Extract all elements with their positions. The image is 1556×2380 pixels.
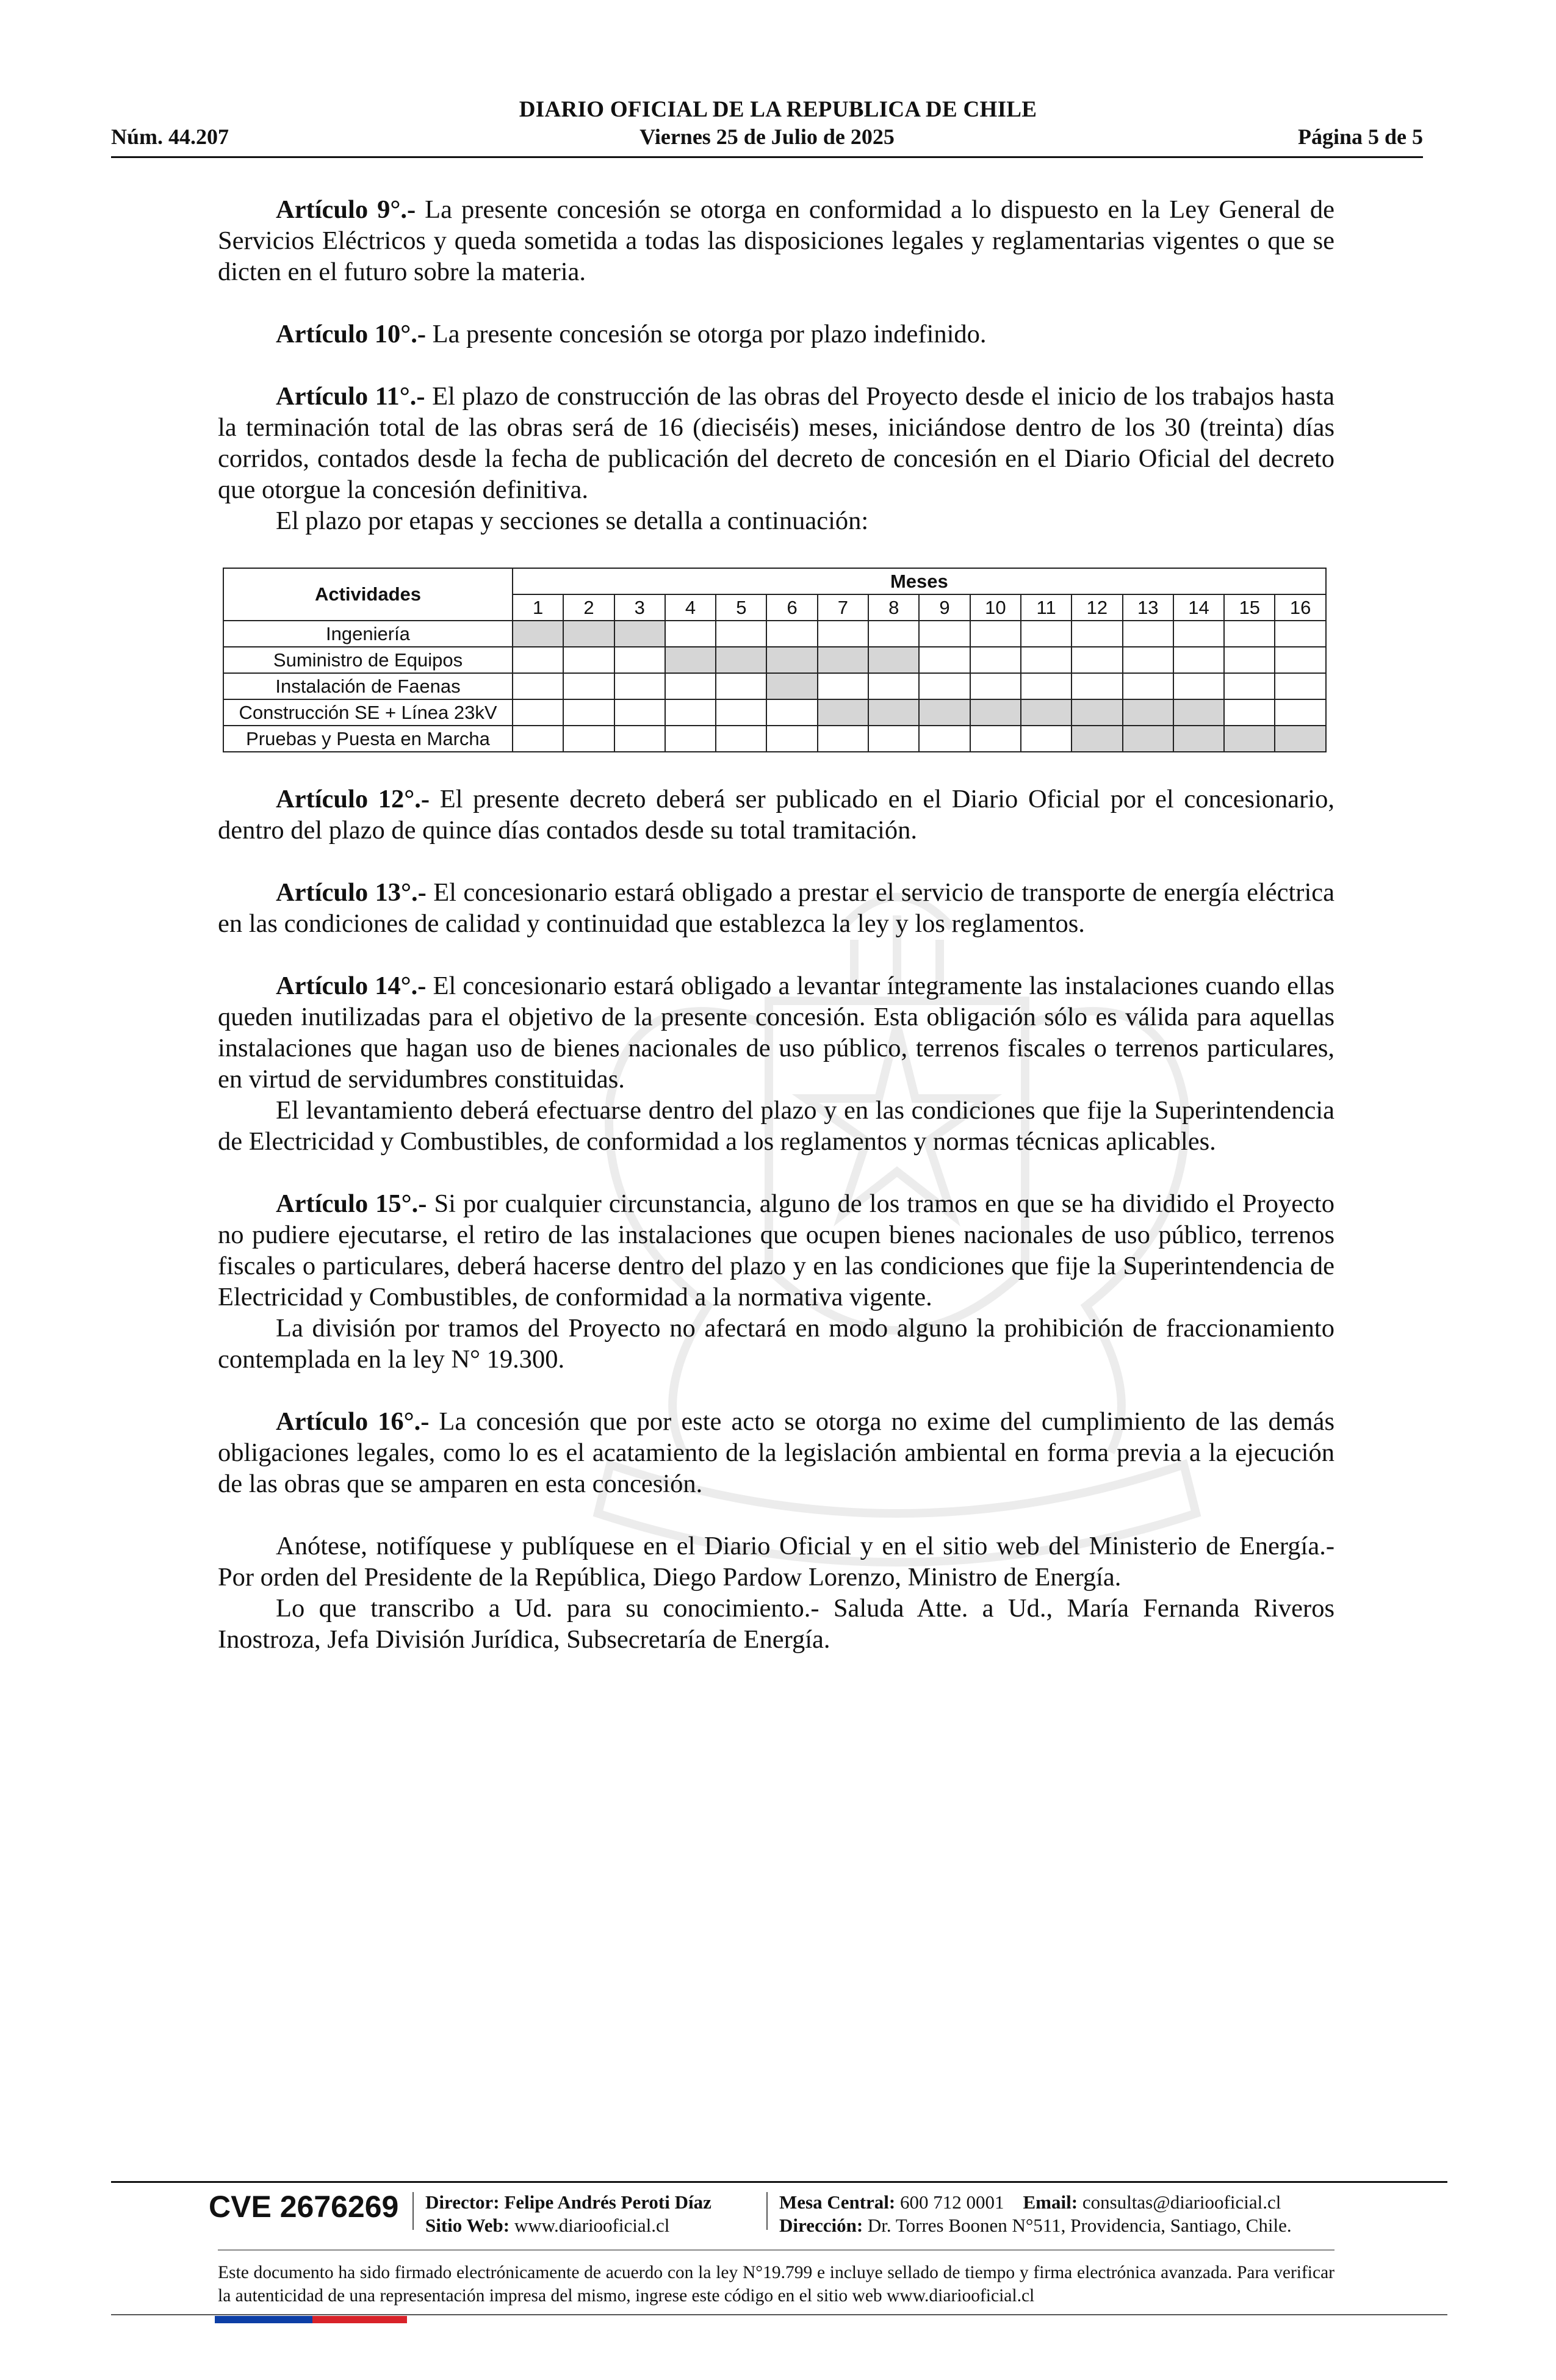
month-header-cell: 6 [766,594,817,621]
schedule-cell-active [1072,726,1122,752]
month-header-cell: 8 [868,594,919,621]
month-header-cell: 16 [1275,594,1325,621]
article-12-label: Artículo 12°.- [276,785,430,813]
month-header-cell: 13 [1123,594,1173,621]
schedule-cell [1224,673,1275,699]
month-header-cell: 2 [563,594,614,621]
mesa-central-phone: 600 712 0001 [900,2191,1004,2213]
footer-divider-top [111,2181,1447,2183]
schedule-cell [1275,673,1325,699]
schedule-cell [919,726,970,752]
article-15-label: Artículo 15°.- [276,1189,427,1218]
footer-separator [766,2192,768,2230]
schedule-cell [513,699,563,726]
article-9-label: Artículo 9°.- [276,195,416,224]
schedule-cell [970,647,1021,673]
activity-label: Instalación de Faenas [223,673,513,699]
website-label: Sitio Web: [425,2215,510,2236]
document-body [218,194,1334,1655]
schedule-cell [1021,726,1072,752]
schedule-cell [766,621,817,647]
activity-label: Pruebas y Puesta en Marcha [223,726,513,752]
schedule-cell [716,621,766,647]
schedule-cell [614,699,665,726]
flag-stripe-red [312,2316,407,2323]
schedule-cell [513,726,563,752]
schedule-cell-active [513,621,563,647]
article-13-text: El concesionario estará obligado a prestar el servicio de transporte de energía eléctrica en las condiciones de calidad y continuidad que establezca la ley y los reglamentos. [218,878,1334,938]
schedule-row [223,621,1326,647]
schedule-cell [665,726,716,752]
schedule-cell [563,647,614,673]
closing-paragraph: Anótese, notifíquese y publíquese en el Diario Oficial y en el sitio web del Ministerio de Energía.- Por orden del Presidente de la República, Diego Pardow Lorenzo, Ministro de Energía. [218,1532,1334,1592]
schedule-cell [1173,647,1224,673]
article-14-paragraph-2: El levantamiento deberá efectuarse dentro del plazo y en las condiciones que fije la Superintendencia de Electricidad y Combustibles, de conformidad a los reglamentos y normas técnicas aplicables. [218,1096,1334,1156]
schedule-row [223,726,1326,752]
schedule-cell [1275,647,1325,673]
month-header-cell: 10 [970,594,1021,621]
schedule-cell [970,726,1021,752]
schedule-cell [716,699,766,726]
month-header-cell: 15 [1224,594,1275,621]
schedule-cell [1123,673,1173,699]
schedule-cell [868,673,919,699]
activity-label: Ingeniería [223,621,513,647]
schedule-cell [766,726,817,752]
address-label: Dirección: [779,2215,863,2236]
mesa-central-label: Mesa Central: [779,2191,896,2213]
schedule-cell [665,621,716,647]
footer-divider-bottom [111,2314,1447,2315]
schedule-cell [868,621,919,647]
schedule-row [223,647,1326,673]
article-12-text: El presente decreto deberá ser publicado en el Diario Oficial por el concesionario, dentro del plazo de quince días contados desde su total tramitación. [218,785,1334,845]
article-15-text: Si por cualquier circunstancia, alguno de los tramos en que se ha dividido el Proyecto no pudiere ejecutarse, el retiro de las instalaciones que ocupen bienes nacionales de uso público, terrenos fiscales o particulares, deberá hacerse dentro del plazo y en las condiciones que fije la Superintendencia de Electricidad y Combustibles, de conformidad a la normativa vigente. [218,1189,1334,1311]
article-12 [218,784,1334,846]
schedule-row [223,699,1326,726]
schedule-cell [1072,673,1122,699]
schedule-cell [1021,621,1072,647]
article-14-text: El concesionario estará obligado a levantar íntegramente las instalaciones cuando ellas queden inutilizadas para el objetivo de la presente concesión. Esta obligación sólo es válida para aquellas instalaciones que hagan uso de bienes nacionales de uso público, terrenos fiscales o terrenos particulares, en virtud de servidumbres constituidas. [218,972,1334,1094]
schedule-cell [818,673,868,699]
director-name: Felipe Andrés Peroti Díaz [504,2191,711,2213]
schedule-cell [1173,621,1224,647]
schedule-cell-active [970,699,1021,726]
schedule-cell [1021,673,1072,699]
schedule-cell [513,647,563,673]
schedule-cell [614,726,665,752]
article-13 [218,877,1334,939]
address-value: Dr. Torres Boonen N°511, Providencia, Santiago, Chile. [867,2215,1292,2236]
schedule-cell-active [614,621,665,647]
month-header-cell: 1 [513,594,563,621]
month-header-cell: 7 [818,594,868,621]
footer-director-block [425,2191,711,2237]
newspaper-title: DIARIO OFICIAL DE LA REPUBLICA DE CHILE [519,97,1037,122]
article-10 [218,319,1334,350]
schedule-cell [665,699,716,726]
schedule-cell-active [919,699,970,726]
schedule-cell [1123,647,1173,673]
months-header: Meses [513,568,1326,594]
schedule-cell-active [868,699,919,726]
cve-code: CVE 2676269 [209,2190,399,2224]
article-11 [218,381,1334,505]
email-label: Email: [1023,2191,1078,2213]
month-header-cell: 5 [716,594,766,621]
schedule-cell-active [665,647,716,673]
schedule-cell [970,673,1021,699]
article-11-paragraph-2: El plazo por etapas y secciones se detalla a continuación: [276,507,869,535]
schedule-cell-active [766,673,817,699]
month-header-cell: 9 [919,594,970,621]
schedule-cell [563,726,614,752]
article-14-label: Artículo 14°.- [276,972,427,1000]
schedule-header-row [223,568,1326,594]
activities-header: Actividades [223,568,513,621]
article-16 [218,1406,1334,1499]
article-14 [218,970,1334,1095]
article-16-text: La concesión que por este acto se otorga no exime del cumplimiento de las demás obligaciones legales, como lo es el acatamiento de la legislación ambiental en forma previa a la ejecución de las obras que se amparen en esta concesión. [218,1407,1334,1498]
footer-divider-middle [218,2249,1334,2251]
article-9-text: La presente concesión se otorga en conformidad a lo dispuesto en la Ley General de Servicios Eléctricos y queda sometida a todas las disposiciones legales y reglamentarias vigentes o que se dicten en el futuro sobre la materia. [218,195,1334,286]
month-header-cell: 12 [1072,594,1122,621]
schedule-cell-active [818,699,868,726]
schedule-cell-active [1123,726,1173,752]
schedule-cell-active [1072,699,1122,726]
header-divider [111,156,1423,158]
schedule-cell [513,673,563,699]
email-link[interactable]: consultas@diariooficial.cl [1082,2191,1281,2213]
article-15 [218,1188,1334,1313]
schedule-cell [766,699,817,726]
header-row [111,124,1423,151]
schedule-table [223,568,1327,752]
schedule-cell-active [563,621,614,647]
article-10-label: Artículo 10°.- [276,320,426,348]
activity-label: Suministro de Equipos [223,647,513,673]
schedule-cell-active [1275,726,1325,752]
schedule-cell-active [1123,699,1173,726]
footer-contact-block [779,2191,1292,2237]
schedule-cell [1072,647,1122,673]
schedule-cell [1021,647,1072,673]
activity-label: Construcción SE + Línea 23kV [223,699,513,726]
transcription-paragraph: Lo que transcribo a Ud. para su conocimiento.- Saluda Atte. a Ud., María Fernanda Riveros Inostroza, Jefa División Jurídica, Subsecretaría de Energía. [218,1594,1334,1654]
schedule-cell-active [818,647,868,673]
schedule-cell [1275,621,1325,647]
article-13-label: Artículo 13°.- [276,878,427,907]
schedule-cell-active [1173,726,1224,752]
schedule-cell [1224,647,1275,673]
month-header-cell: 11 [1021,594,1072,621]
page-number: Página 5 de 5 [1297,124,1423,149]
electronic-signature-notice: Este documento ha sido firmado electrónicamente de acuerdo con la ley N°19.799 e incluye sellado de tiempo y firma electrónica avanzada. Para verificar la autenticidad de una representación impresa del mismo, ingrese este código en el sitio web www.diariooficial.cl [218,2263,1334,2306]
month-header-cell: 4 [665,594,716,621]
schedule-cell-active [716,647,766,673]
schedule-cell [919,647,970,673]
issue-number: Núm. 44.207 [111,124,229,149]
schedule-cell [665,673,716,699]
schedule-cell [614,673,665,699]
schedule-cell-active [868,647,919,673]
schedule-cell [818,621,868,647]
schedule-cell [1275,699,1325,726]
footer-separator [412,2192,414,2230]
article-9 [218,194,1334,287]
article-16-label: Artículo 16°.- [276,1407,430,1436]
schedule-cell [1072,621,1122,647]
issue-date: Viernes 25 de Julio de 2025 [639,124,895,149]
schedule-cell-active [1021,699,1072,726]
schedule-cell [563,673,614,699]
month-header-cell: 3 [614,594,665,621]
schedule-cell-active [1173,699,1224,726]
schedule-cell [1224,699,1275,726]
director-label: Director: [425,2191,500,2213]
article-11-label: Artículo 11°.- [276,382,425,411]
month-header-cell: 14 [1173,594,1224,621]
schedule-cell [1123,621,1173,647]
schedule-row [223,673,1326,699]
schedule-cell [614,647,665,673]
schedule-cell-active [1224,726,1275,752]
website-link[interactable]: www.diariooficial.cl [514,2215,670,2236]
schedule-cell [1173,673,1224,699]
schedule-cell [868,726,919,752]
article-10-text: La presente concesión se otorga por plazo indefinido. [425,320,987,348]
schedule-cell [716,673,766,699]
article-15-paragraph-2: La división por tramos del Proyecto no afectará en modo alguno la prohibición de fraccionamiento contemplada en la ley N° 19.300. [218,1314,1334,1374]
schedule-cell [1224,621,1275,647]
schedule-cell [563,699,614,726]
article-11-text: El plazo de construcción de las obras del Proyecto desde el inicio de los trabajos hasta la terminación total de las obras será de 16 (dieciséis) meses, iniciándose dentro de los 30 (treinta) días corridos, contados desde la fecha de publicación del decreto de concesión en el Diario Oficial del decreto que otorgue la concesión definitiva. [218,382,1334,504]
schedule-cell-active [766,647,817,673]
schedule-cell [970,621,1021,647]
schedule-cell [919,621,970,647]
schedule-cell [818,726,868,752]
schedule-cell [716,726,766,752]
flag-stripe-blue [215,2316,312,2323]
schedule-cell [919,673,970,699]
